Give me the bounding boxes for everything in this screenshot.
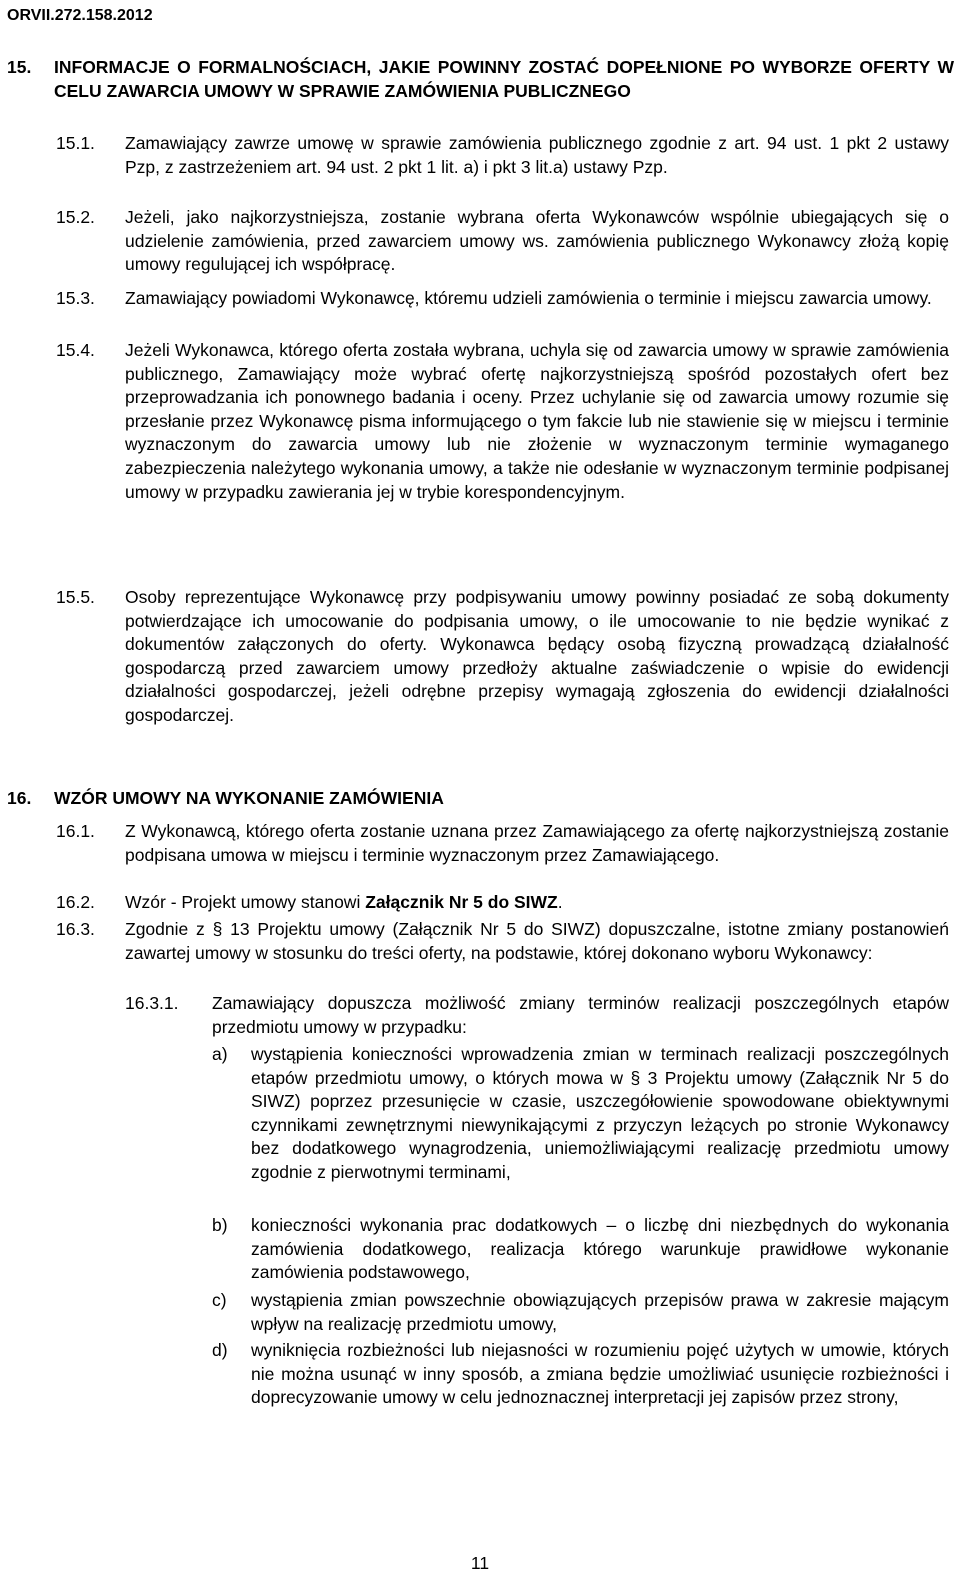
- point-label: c): [212, 1290, 227, 1310]
- page-number: 11: [470, 1553, 490, 1573]
- item-text: Zamawiający dopuszcza możliwość zmiany terminów realizacji poszczególnych etapów przedmiotu umowy w przypadku:: [212, 993, 949, 1037]
- item-number: 15.1.: [56, 133, 95, 153]
- section-15-heading: [7, 56, 954, 127]
- item-text: Z Wykonawcą, którego oferta zostanie uznana przez Zamawiającego za ofertę najkorzystniejszą zostanie podpisana umowa w miejscu i terminie wyznaczonym przez Zamawiającego.: [125, 821, 949, 865]
- item-number: 16.1.: [56, 821, 95, 841]
- item-text: Zamawiający powiadomi Wykonawcę, któremu udzieli zamówienia o terminie i miejscu zawarcia umowy.: [125, 288, 932, 308]
- point-text: wyniknięcia rozbieżności lub niejasności w rozumieniu pojęć użytych w umowie, których nie można usunąć w inny sposób, a zmiana będzie umożliwiać usunięcie rozbieżności i doprecyzowanie umowy w celu jednoznacznej interpretacji jej zapisów przez strony,: [251, 1340, 949, 1408]
- item-text: Osoby reprezentujące Wykonawcę przy podpisywaniu umowy powinny posiadać ze sobą dokumenty potwierdzające ich umocowanie do podpisania umowy, o ile umocowanie to nie będzie wynikać z dokumentów załączonych do oferty. Wykonawca będący osobą fizyczną prowadzącą działalność gospodarczą przed zawarciem umowy przedłoży aktualne zaświadczenie o wpisie do ewidencji działalności gospodarczej, jeżeli odrębne przepisy wymagają zgłoszenia do ewidencji działalności gospodarczej.: [125, 587, 949, 725]
- point-text: wystąpienia zmian powszechnie obowiązujących przepisów prawa w zakresie mającym wpływ na realizację przedmiotu umowy,: [251, 1290, 949, 1334]
- section-15-title: INFORMACJE O FORMALNOŚCIACH, JAKIE POWINNY ZOSTAĆ DOPEŁNIONE PO WYBORZE OFERTY W CELU ZAWARCIA UMOWY W SPRAWIE ZAMÓWIENIA PUBLICZNEGO: [54, 57, 954, 101]
- point-label: a): [212, 1044, 228, 1064]
- item-number: 16.2.: [56, 892, 95, 912]
- point-text: wystąpienia konieczności wprowadzenia zmian w terminach realizacji poszczególnych etapów przedmiotu umowy, o których mowa w § 3 Projektu umowy (Załącznik Nr 5 do SIWZ) poprzez przesunięcie w czasie, uszczegółowienie spowodowane obiektywnymi czynnikami zewnętrznymi niewynikającymi z przyczyn leżących po stronie Wykonawcy bez dodatkowego wynagrodzenia, uniemożliwiającymi realizację przedmiotu umowy zgodnie z pierwotnymi terminami,: [251, 1044, 949, 1182]
- point-label: b): [212, 1215, 228, 1235]
- item-text: Jeżeli Wykonawca, którego oferta została wybrana, uchyla się od zawarcia umowy w sprawie zamówienia publicznego, Zamawiający może wybrać ofertę najkorzystniejszą spośród pozostałych ofert bez przeprowadzania ich ponownego badania i oceny. Przez uchylanie się od zawarcia umowy rozumie się przesłanie przez Wykonawcę pisma informującego o tym fakcie lub nie stawienie się w miejscu i terminie wyznaczonym do zawarcia umowy lub nie złożenie w wyznaczonym terminie wymaganego zabezpieczenia należytego wykonania umowy, a także nie odesłanie w wyznaczonym terminie podpisanej umowy w przypadku zawierania jej w trybie korespondencyjnym.: [125, 340, 949, 502]
- item-text: Zamawiający zawrze umowę w sprawie zamówienia publicznego zgodnie z art. 94 ust. 1 pkt 2 ustawy Pzp, z zastrzeżeniem art. 94 ust. 2 pkt 1 lit. a) i pkt 3 lit.a) ustawy Pzp.: [125, 133, 949, 177]
- document-id: ORVII.272.158.2012: [7, 7, 153, 24]
- item-number: 16.3.1.: [125, 993, 179, 1013]
- point-text: konieczności wykonania prac dodatkowych – o liczbę dni niezbędnych do wykonania zamówienia dodatkowego, realizacja którego warunkuje prawidłowe wykonanie zamówienia podstawowego,: [251, 1215, 949, 1283]
- point-label: d): [212, 1340, 228, 1360]
- item-number: 15.3.: [56, 288, 95, 308]
- section-16-number: 16.: [7, 788, 32, 808]
- item-number: 15.2.: [56, 207, 95, 227]
- item-number: 15.4.: [56, 340, 95, 360]
- attachment-reference: Załącznik Nr 5 do SIWZ: [365, 892, 558, 912]
- item-text: [125, 891, 949, 915]
- item-text-start: Wzór - Projekt umowy stanowi: [125, 892, 366, 912]
- section-15-number: 15.: [7, 57, 32, 77]
- item-text-end: .: [557, 892, 563, 912]
- item-number: 16.3.: [56, 919, 95, 939]
- section-16-title: WZÓR UMOWY NA WYKONANIE ZAMÓWIENIA: [54, 788, 444, 808]
- item-text: Jeżeli, jako najkorzystniejsza, zostanie wybrana oferta Wykonawców wspólnie ubiegających się o udzielenie zamówienia, przed zawarciem umowy ws. zamówienia publicznego Wykonawcy złożą kopię umowy regulującej ich współpracę.: [125, 207, 949, 275]
- section-16-heading: [7, 787, 947, 811]
- item-text: Zgodnie z § 13 Projektu umowy (Załącznik Nr 5 do SIWZ) dopuszczalne, istotne zmiany postanowień zawartej umowy w stosunku do treści oferty, na podstawie, której dokonano wyboru Wykonawcy:: [125, 919, 949, 963]
- item-number: 15.5.: [56, 587, 95, 607]
